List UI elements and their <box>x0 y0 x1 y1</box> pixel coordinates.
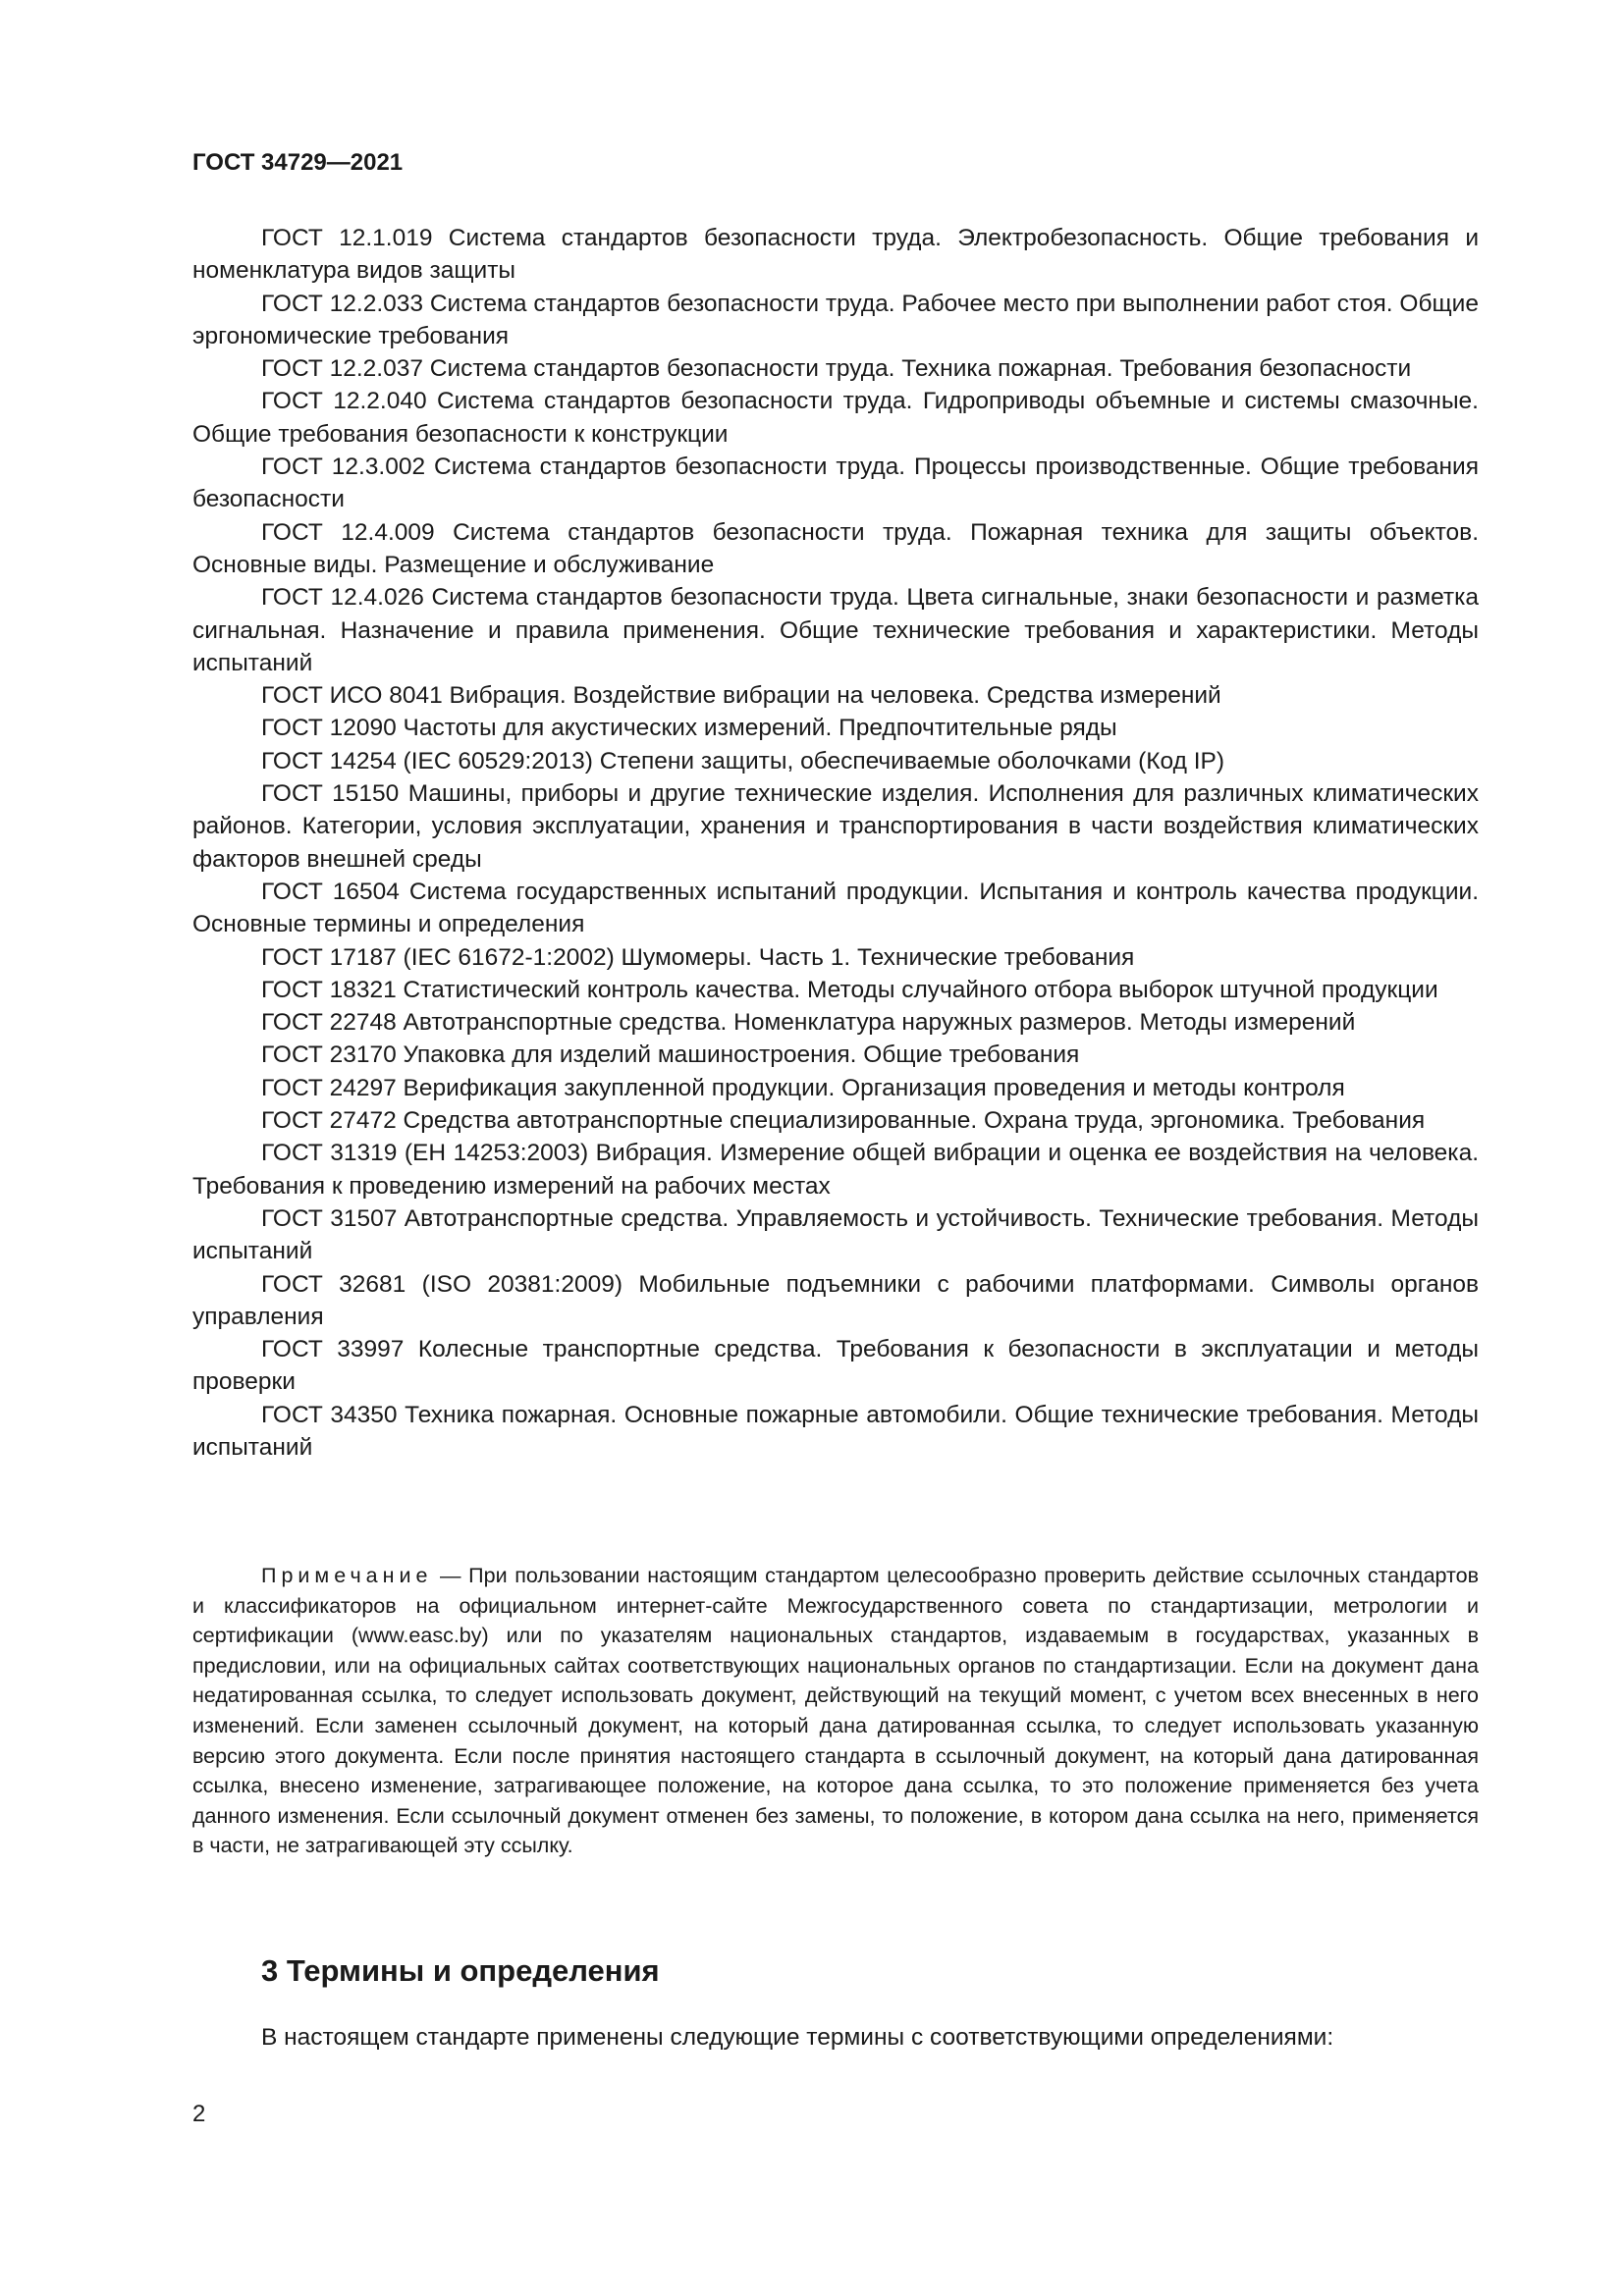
reference-item: ГОСТ 23170 Упаковка для изделий машиностроения. Общие требования <box>261 1041 1080 1069</box>
reference-item: ГОСТ 12.4.026 Система стандартов безопасности труда. Цвета сигнальные, знаки безопасности и разметка сигнальная. Назначение и правила применения. Общие технические требования и характеристики. Методы испытаний <box>192 584 1479 676</box>
document-number-header: ГОСТ 34729—2021 <box>192 149 404 176</box>
page-number: 2 <box>192 2101 206 2127</box>
note-block <box>192 1561 1479 1861</box>
reference-item: ГОСТ 14254 (IEC 60529:2013) Степени защиты, обеспечиваемые оболочками (Код IP) <box>261 747 1225 774</box>
section-title: 3 Термины и определения <box>261 1953 660 1988</box>
reference-item: ГОСТ 12.2.033 Система стандартов безопасности труда. Рабочее место при выполнении работ стоя. Общие эргономические требования <box>192 290 1479 349</box>
reference-item: ГОСТ 15150 Машины, приборы и другие технические изделия. Исполнения для различных климатических районов. Категории, условия эксплуатации, хранения и транспортирования в части воздействия климатических факторов внешней среды <box>192 780 1479 873</box>
reference-item: ГОСТ 12.3.002 Система стандартов безопасности труда. Процессы производственные. Общие требования безопасности <box>192 454 1479 513</box>
reference-item: ГОСТ 24297 Верификация закупленной продукции. Организация проведения и методы контроля <box>261 1074 1345 1101</box>
reference-item: ГОСТ 31319 (ЕН 14253:2003) Вибрация. Измерение общей вибрации и оценка ее воздействия на человека. Требования к проведению измерений на рабочих местах <box>192 1140 1479 1200</box>
reference-item: ГОСТ 12.2.040 Система стандартов безопасности труда. Гидроприводы объемные и системы смазочные. Общие требования безопасности к конструкции <box>192 388 1479 448</box>
reference-item: ГОСТ 12.4.009 Система стандартов безопасности труда. Пожарная техника для защиты объектов. Основные виды. Размещение и обслуживание <box>192 518 1479 578</box>
reference-item: ГОСТ 33997 Колесные транспортные средства. Требования к безопасности в эксплуатации и методы проверки <box>192 1336 1479 1396</box>
reference-item: ГОСТ 22748 Автотранспортные средства. Номенклатура наружных размеров. Методы измерений <box>261 1009 1356 1037</box>
note-text: — При пользовании настоящим стандартом целесообразно проверить действие ссылочных стандартов и классификаторов на официальном интернет-сайте Межгосударственного совета по стандартизации, метрологии и сертификации (www.easc.by) или по указателям национальных стандартов, издаваемым в государствах, указанных в предисловии, или на официальных сайтах соответствующих национальных органов по стандартизации. Если на документ дана недатированная ссылка, то следует использовать документ, действующий на текущий момент, с учетом всех внесенных в него изменений. Если заменен ссылочный документ, на который дана датированная ссылка, то следует использовать указанную версию этого документа. Если после принятия настоящего стандарта в ссылочный документ, на который дана датированная ссылка, внесено изменение, затрагивающее положение, на которое дана ссылка, то это положение применяется без учета данного изменения. Если ссылочный документ отменен без замены, то положение, в котором дана ссылка на него, применяется в части, не затрагивающей эту ссылку. <box>192 1564 1479 1858</box>
reference-item: ГОСТ 12.2.037 Система стандартов безопасности труда. Техника пожарная. Требования безопасности <box>261 355 1412 383</box>
reference-item: ГОСТ 34350 Техника пожарная. Основные пожарные автомобили. Общие технические требования. Методы испытаний <box>192 1401 1479 1461</box>
reference-item: ГОСТ 32681 (ISO 20381:2009) Мобильные подъемники с рабочими платформами. Символы органов управления <box>192 1270 1479 1330</box>
reference-item: ГОСТ 12.1.019 Система стандартов безопасности труда. Электробезопасность. Общие требования и номенклатура видов защиты <box>192 225 1479 285</box>
reference-item: ГОСТ 18321 Статистический контроль качества. Методы случайного отбора выборок штучной продукции <box>261 976 1438 1003</box>
section-intro: В настоящем стандарте применены следующие термины с соответствующими определениями: <box>261 2024 1334 2051</box>
reference-item: ГОСТ ИСО 8041 Вибрация. Воздействие вибрации на человека. Средства измерений <box>261 682 1221 710</box>
normative-references-list <box>192 222 1479 1464</box>
reference-item: ГОСТ 27472 Средства автотранспортные специализированные. Охрана труда, эргономика. Требования <box>261 1107 1426 1135</box>
reference-item: ГОСТ 16504 Система государственных испытаний продукции. Испытания и контроль качества продукции. Основные термины и определения <box>192 878 1479 938</box>
reference-item: ГОСТ 12090 Частоты для акустических измерений. Предпочтительные ряды <box>261 715 1117 742</box>
note-label: Примечание <box>261 1564 433 1587</box>
reference-item: ГОСТ 17187 (IEC 61672-1:2002) Шумомеры. Часть 1. Технические требования <box>261 943 1135 971</box>
reference-item: ГОСТ 31507 Автотранспортные средства. Управляемость и устойчивость. Технические требования. Методы испытаний <box>192 1204 1479 1265</box>
note-paragraph <box>192 1561 1479 1861</box>
